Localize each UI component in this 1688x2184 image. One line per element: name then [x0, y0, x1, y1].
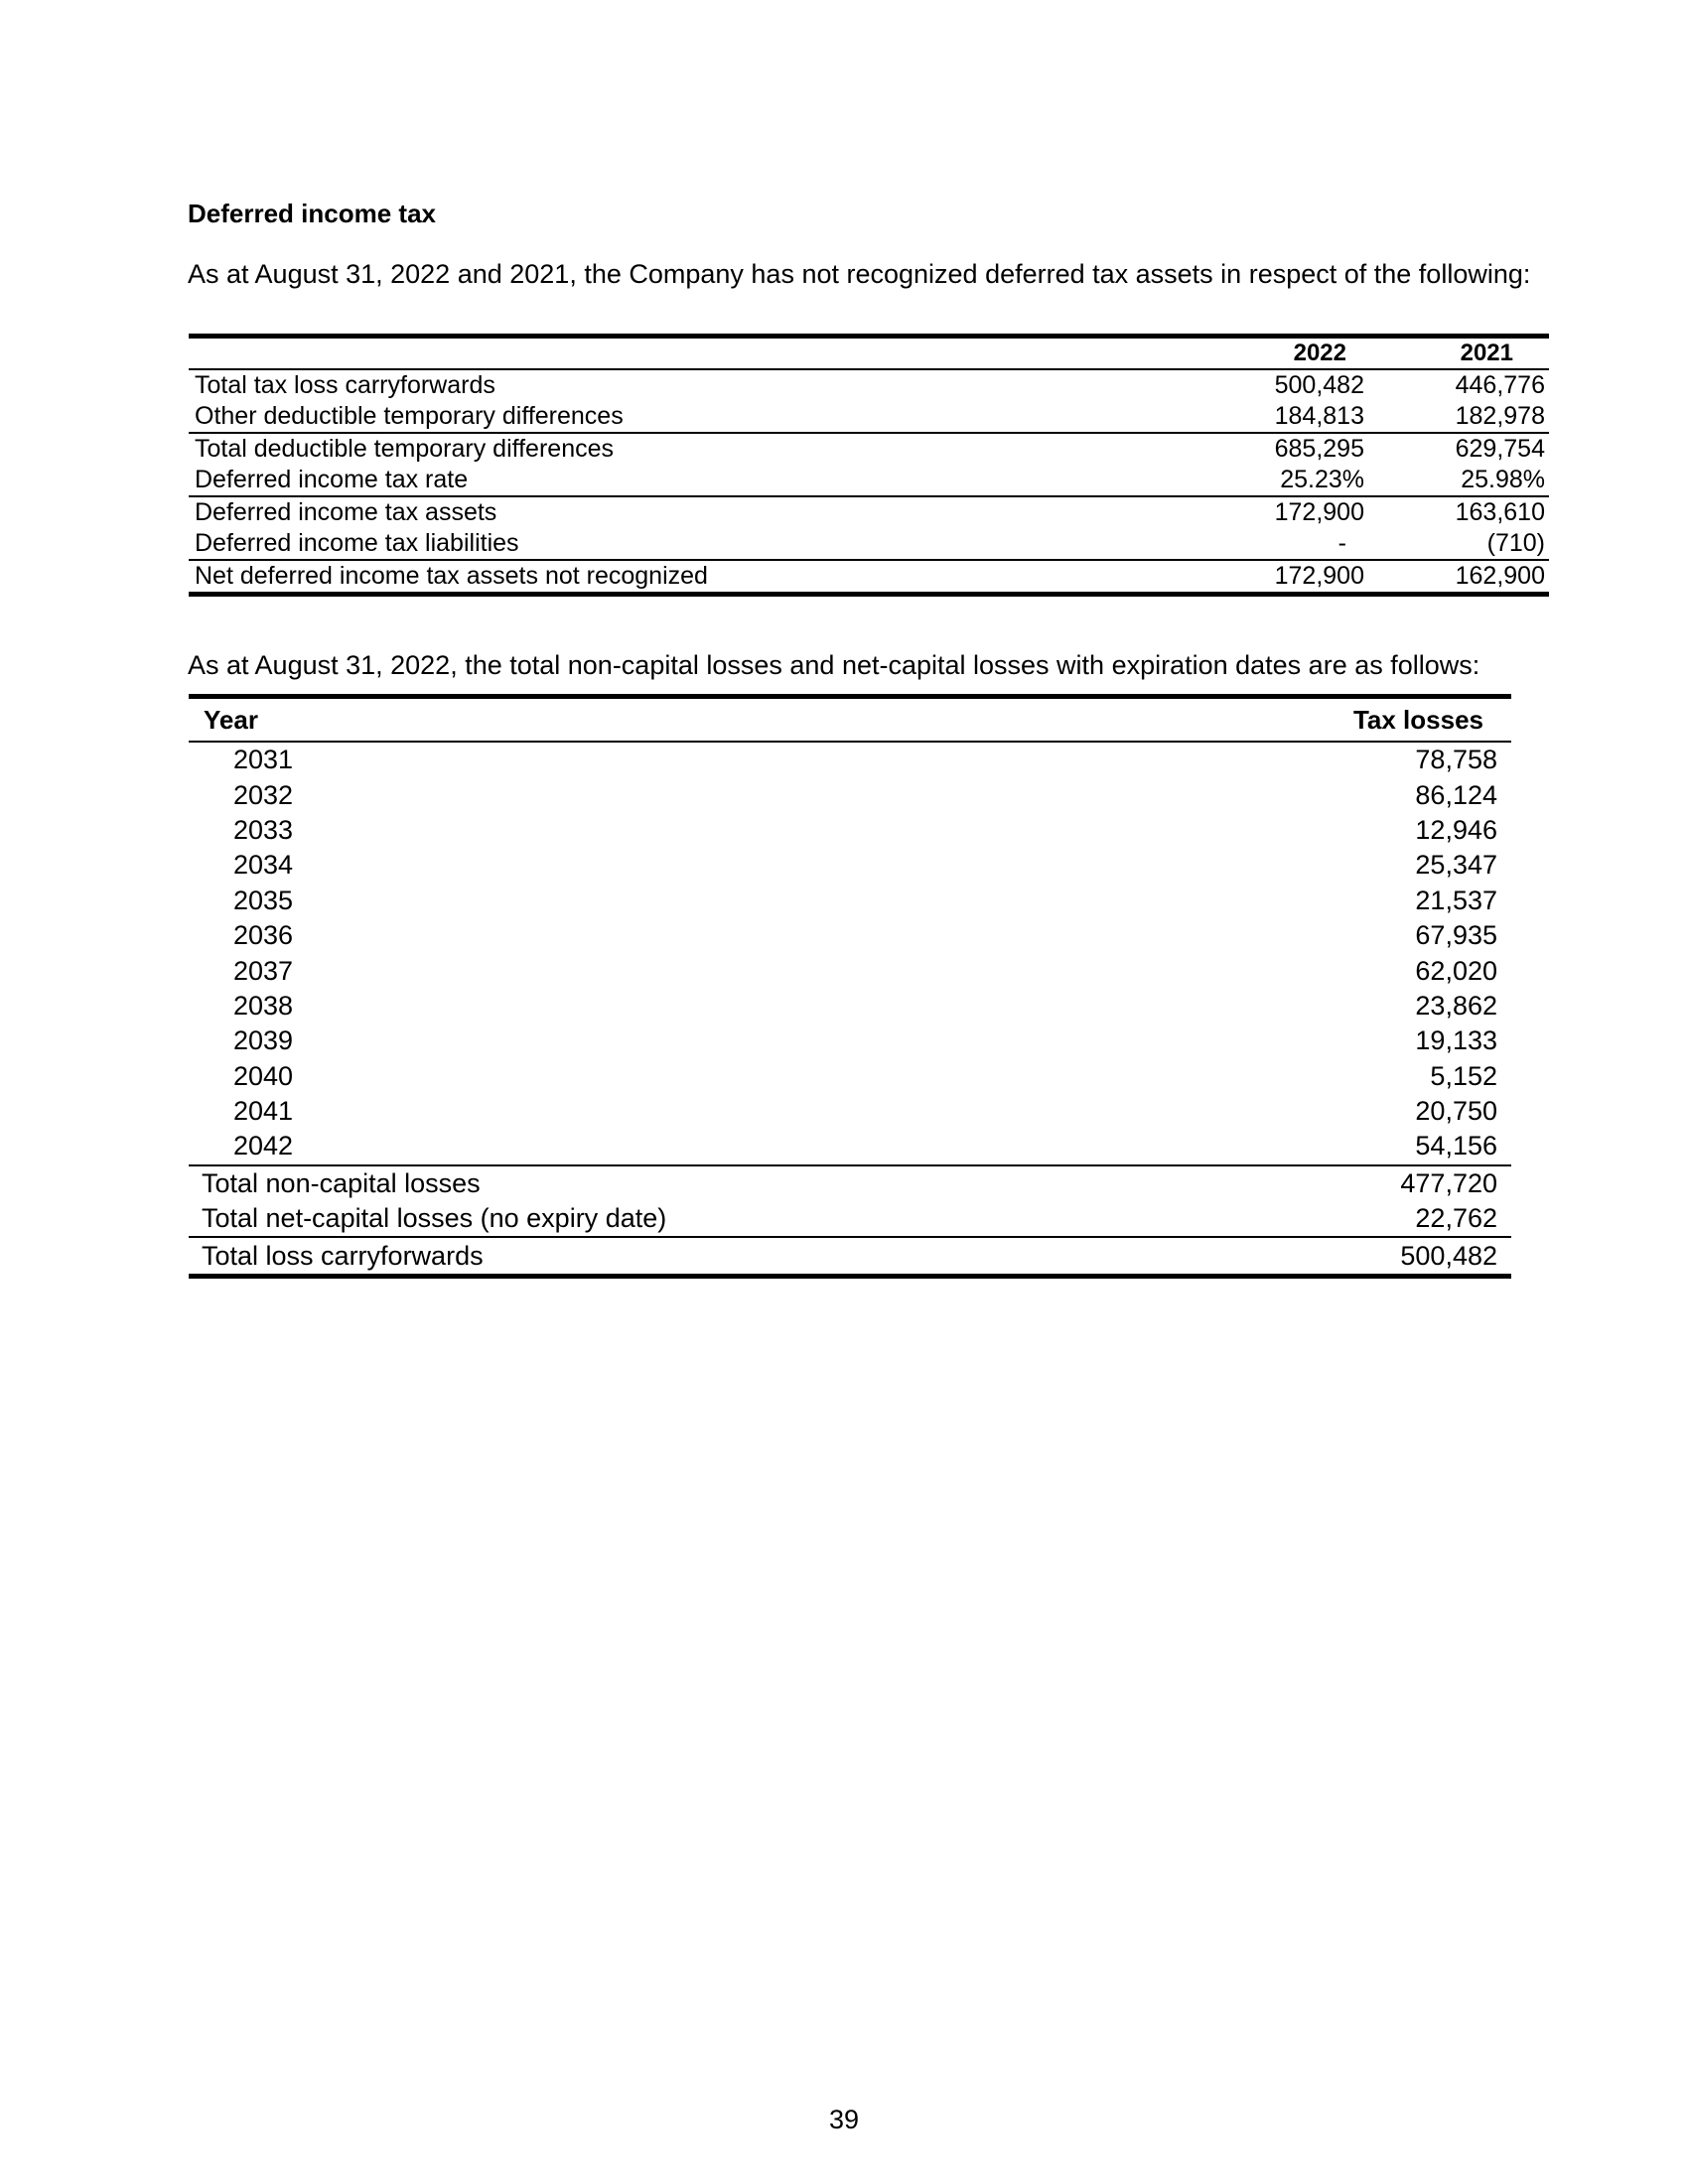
value-cell: 5,152	[1430, 1060, 1497, 1091]
value-cell: 23,862	[1415, 990, 1497, 1021]
table-header-row	[189, 337, 1549, 370]
section-heading: Deferred income tax	[188, 199, 436, 228]
table-row	[189, 884, 1511, 918]
table-row	[189, 1024, 1511, 1058]
year-cell: 2033	[233, 814, 294, 845]
value-2022: 685,295	[1188, 433, 1374, 465]
table-row	[189, 528, 1549, 560]
value-cell: 67,935	[1415, 920, 1497, 951]
total-label: Total non-capital losses	[189, 1165, 1183, 1201]
header-tax-losses: Tax losses	[1183, 697, 1511, 743]
intro-paragraph: As at August 31, 2022 and 2021, the Company has not recognized deferred tax assets in respect of the following:	[188, 259, 1531, 289]
year-cell: 2038	[233, 990, 294, 1021]
row-label: Total tax loss carryforwards	[195, 371, 495, 399]
table-row	[189, 813, 1511, 848]
year-cell: 2037	[233, 955, 294, 986]
total-row	[189, 1165, 1511, 1201]
total-row	[189, 1201, 1511, 1237]
row-label: Net deferred income tax assets not recognized	[189, 560, 1188, 595]
header-year: Year	[189, 697, 1183, 743]
total-value: 500,482	[1183, 1237, 1511, 1276]
year-cell: 2034	[233, 850, 294, 881]
value-2021: 182,978	[1455, 402, 1545, 430]
value-cell: 54,156	[1415, 1131, 1497, 1161]
total-row	[189, 1237, 1511, 1276]
row-label: Deferred income tax assets	[189, 496, 1188, 528]
table-row	[189, 433, 1549, 465]
value-2021: 446,776	[1455, 371, 1545, 399]
year-cell: 2042	[233, 1131, 294, 1161]
total-value: 22,762	[1415, 1203, 1497, 1234]
header-2021: 2021	[1374, 337, 1549, 370]
value-2022: 172,900	[1188, 560, 1374, 595]
value-2022: 25.23%	[1280, 466, 1364, 493]
deferred-tax-table	[189, 334, 1549, 597]
header-2022: 2022	[1188, 337, 1374, 370]
year-cell: 2031	[233, 745, 294, 775]
row-label: Total deductible temporary differences	[189, 433, 1188, 465]
value-2022: 184,813	[1274, 402, 1364, 430]
total-label: Total loss carryforwards	[189, 1237, 1183, 1276]
table-row	[189, 848, 1511, 883]
year-cell: 2032	[233, 779, 294, 810]
year-cell: 2041	[233, 1096, 294, 1127]
table-row	[189, 989, 1511, 1024]
value-2021: 629,754	[1374, 433, 1549, 465]
value-cell: 12,946	[1415, 814, 1497, 845]
value-cell: 86,124	[1415, 779, 1497, 810]
value-2022: 172,900	[1188, 496, 1374, 528]
value-2021: 25.98%	[1461, 466, 1545, 493]
tax-losses-table	[189, 694, 1511, 1279]
table-row	[189, 496, 1549, 528]
losses-intro-paragraph: As at August 31, 2022, the total non-capital losses and net-capital losses with expiration dates are as follows:	[188, 650, 1480, 680]
year-cell: 2040	[233, 1060, 294, 1091]
table-row	[189, 918, 1511, 953]
page-number: 39	[828, 2105, 860, 2134]
table-row	[189, 953, 1511, 988]
table-row	[189, 560, 1549, 595]
row-label: Other deductible temporary differences	[195, 402, 624, 430]
row-label: Deferred income tax liabilities	[195, 529, 519, 557]
total-value: 477,720	[1183, 1165, 1511, 1201]
row-label: Deferred income tax rate	[195, 466, 469, 493]
total-label: Total net-capital losses (no expiry date)	[202, 1203, 667, 1234]
value-2022: 500,482	[1274, 371, 1364, 399]
value-cell: 62,020	[1415, 955, 1497, 986]
year-cell: 2036	[233, 920, 294, 951]
value-2021: 162,900	[1374, 560, 1549, 595]
table-row	[189, 465, 1549, 496]
value-2021: (710)	[1486, 529, 1545, 557]
value-cell: 20,750	[1415, 1096, 1497, 1127]
value-cell: 78,758	[1415, 745, 1497, 775]
value-cell: 21,537	[1415, 885, 1497, 915]
table-header-row	[189, 697, 1511, 743]
value-2021: 163,610	[1374, 496, 1549, 528]
table-row	[189, 742, 1511, 777]
table-row	[189, 777, 1511, 812]
table-row	[189, 1129, 1511, 1164]
table-row	[189, 1059, 1511, 1094]
header-blank	[189, 337, 1188, 370]
table-row	[189, 401, 1549, 433]
table-row	[189, 1094, 1511, 1129]
year-cell: 2039	[233, 1025, 294, 1056]
year-cell: 2035	[233, 885, 294, 915]
value-cell: 25,347	[1415, 850, 1497, 881]
value-cell: 19,133	[1415, 1025, 1497, 1056]
table-row	[189, 369, 1549, 401]
value-2022: -	[1337, 529, 1346, 557]
